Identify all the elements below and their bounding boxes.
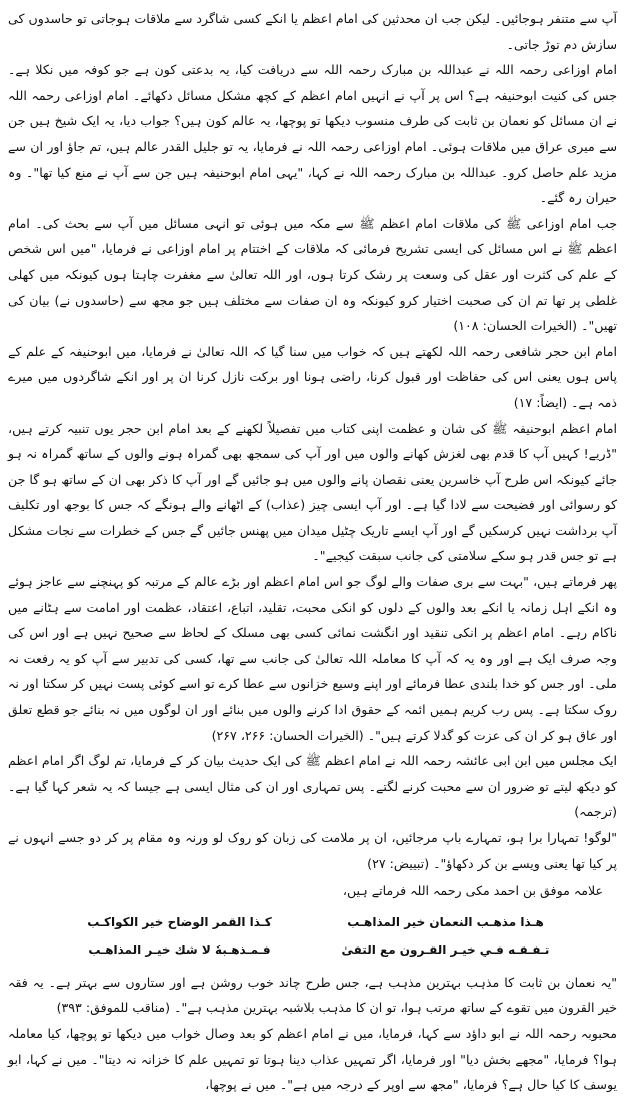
- paragraph-text: آپ سے متنفر ہوجائیں۔ لیکن جب ان محدثین کی امام اعظم یا انکے کسی شاگرد سے ملاقات ہوجاتی تو حاسدوں کی سازش دم توڑ جاتی۔: [8, 11, 617, 52]
- paragraph-text: "یہ نعمان بن ثابت کا مذہب بہترین مذہب ہے، جس طرح چاند خوب روشن ہے اور ستاروں سے بہتر ہے۔ یہ فقہ خیر القرون میں تقوے کے ساتھ مرتب ہوا، تو ان کا مذہب بلاشبہ بہترین مذہب ہے"۔: [8, 974, 617, 1016]
- closing-text: [8, 970, 617, 1098]
- poem-hemistich: فـمـذهـبهٗ لا شك خيـر المذاهـب: [88, 942, 271, 957]
- paragraph: [8, 211, 617, 339]
- paragraph-text: امام ابن حجر شافعی رحمہ اللہ لکھتے ہیں کہ خواب میں سنا گیا کہ اللہ تعالیٰ نے فرمایا، میں ابوحنیفہ کے علم کے پاس ہوں یعنی اس کی حفاظت اور قبول کرنا، راضی ہونا اور برکت نازل کرنا ان پر اور انکے شاگردوں میں میرے ذمہ ہے۔: [8, 343, 617, 410]
- poem-verse-1: [8, 908, 617, 936]
- paragraph-text: "لوگو! تمہارا برا ہو، تمہارے باپ مرجائیں، ان پر ملامت کی زبان کو روک لو ورنہ وہ مقام پر کر دو جسے انہوں نے پر کیا تھا یعنی ویسے بن کر دکھاؤ"۔: [8, 830, 617, 871]
- paragraph-text: پھر فرماتے ہیں، "بہت سے بری صفات والے لوگ جو اس امام اعظم اور بڑے عالم کے مرتبہ کو پہنچنے سے عاجز ہوئے وہ انکے اہل زمانہ یا انکے بعد والوں کے دلوں کو انکی محبت، تقلید، اتباع، اعتقاد، عظمت اور امامت سے ہٹانے میں ناکام رہے۔ امام اعظم پر انکی تنقید اور انگشت نمائی کسی بھی مسلک کے لحاظ سے صحیح نہیں ہے اور اس کی وجہ صرف ایک ہے اور وہ یہ کہ آپ کا معاملہ اللہ تعالیٰ کی جانب سے تھا، کسی کی تدبیر سے آپ کو یہ رفعت نہ ملی۔ اور جس کو خدا بلندی عطا فرمائے اور اپنے وسیع خزانوں سے عطا کرے تو اسے کوئی پست نہیں کر سکتا اور نہ روک سکتا ہے۔ پس رب کریم ہمیں ائمہ کے حقوق ادا کرنے والوں میں بنائے اور ان لوگوں میں نہ بنائے جو قطع تعلق اور عاق ہو کر ان کی عزت کو گدلا کرتے ہیں"۔: [8, 574, 617, 743]
- poem-verse-2: [8, 936, 617, 964]
- paragraph-text: جب امام اوزاعی ﷺ کی ملاقات امام اعظم ﷺ سے مکہ میں ہوئی تو انہی مسائل میں آپ سے بحث کی۔ امام اعظم ﷺ نے اس مسائل کی ایسی تشریح فرمائی کہ ملاقات کے اختتام پر امام اوزاعی نے فرمایا، "میں اس شخص کے علم کی کثرت اور عقل کی وسعت پر رشک کرتا ہوں، اور اللہ تعالیٰ سے مغفرت چاہتا ہوں کیونکہ میں کھلی غلطی پر تھا تم ان کی صحبت اختیار کرو کیونکہ وہ ان صفات سے مختلف ہیں جو مجھ سے (حاسدوں نے) بیان کی تھیں"۔: [8, 215, 617, 334]
- arabic-poem: [8, 908, 617, 964]
- paragraph-text: امام اوزاعی رحمہ اللہ نے عبداللہ بن مبارک رحمہ اللہ سے دریافت کیا، یہ بدعتی کون ہے جو کوفہ میں نکلا ہے۔ جس کی کنیت ابوحنیفہ ہے؟ اس پر آپ نے انہیں امام اعظم کے کچھ مشکل مسائل دکھائے۔ امام اوزاعی رحمہ اللہ نے ان مسائل کو نعمان بن ثابت کی طرف منسوب دیکھا تو پوچھا، یہ عالم کون ہیں؟ جواب دیا، یہ ایک شیخ ہیں جن سے میری عراق میں ملاقات ہوئی۔ امام اوزاعی رحمہ اللہ نے فرمایا، یہ تو جلیل القدر عالم ہیں، تم جاؤ اور ان سے مزید علم حاصل کرو۔ عبداللہ بن مبارک رحمہ اللہ نے کہا، "یہی امام ابوحنیفہ ہیں جن سے آپ نے منع کیا تھا"۔ وہ حیران رہ گئے۔: [8, 62, 617, 206]
- paragraph: [8, 748, 617, 825]
- poem-hemistich: كـذا القمر الوضاح خير الكواكـب: [87, 914, 272, 929]
- paragraph: [8, 825, 617, 876]
- body-text: [8, 6, 617, 876]
- paragraph: [8, 6, 617, 57]
- citation-reference: (ایضاً: ۱۷): [513, 394, 568, 410]
- paragraph-text: امام اعظم ابوحنیفہ ﷺ کی شان و عظمت اپنی کتاب میں تفصیلاً لکھنے کے بعد امام ابن حجر یوں تنبیہ کرتے ہیں، "ڈریے! کہیں آپ کا قدم بھی لغزش کھانے والوں میں اور آپ کی سمجھ بھی گمراہ ہونے والوں کے ساتھ گمراہ نہ ہو جائے کیونکہ اس طرح آپ خاسرین یعنی نقصان پانے والوں میں ہو جائیں گے اور آپ کا ذکر بھی ان کے ساتھ ہو گا جن کو رسوائی اور فضیحت سے لادا گیا ہے۔ اور آپ ایسی چیز (عذاب) کے اٹھانے والے ہونگے کہ جس کا بوجھ اور تکلیف آپ برداشت نہیں کرسکیں گے اور آپ ایسے تاریک چٹیل میدان میں پھنس جائیں گے جس کے خطرات سے نجات مشکل ہے تو جس قدر ہو سکے سلامتی کی جانب سبقت کیجیے"۔: [8, 420, 617, 564]
- citation-reference: (الخیرات الحسان: ۲۶۶، ۲۶۷): [211, 727, 364, 743]
- citation-reference: (ترجمہ): [574, 804, 617, 820]
- paragraph: [8, 569, 617, 748]
- paragraph-text: ایک مجلس میں ابن ابی عائشہ رحمہ اللہ نے امام اعظم ﷺ کی ایک حدیث بیان کر کے فرمایا، تم لوگ اگر امام اعظم کو دیکھ لیتے تو ضرور ان سے محبت کرنے لگتے۔ پس تمہاری اور ان کی مثال ایسی ہے جیسا کہ یہ شعر کہا گیا ہے۔: [8, 753, 617, 794]
- poem-hemistich: تـفـقـه فـي خيـر القـرون مع التقىٰ: [341, 942, 550, 957]
- paragraph-text: محبوبہ رحمہ اللہ نے ابو داؤد سے کہا، فرمایا، میں نے امام اعظم کو بعد وصال خواب میں دیکھا تو پوچھا، کیا معاملہ ہوا؟ فرمایا، "مجھے بخش دیا" اور فرمایا، اگر تمہیں عذاب دینا ہوتا تو تمہیں علم کا خزانہ نہ دیتا"۔ میں نے کہا، ابو یوسف کا کیا حال ہے؟ فرمایا، "مجھ سے اوپر کے درجہ میں ہے"۔ میں نے پوچھا،: [8, 1025, 617, 1093]
- paragraph: [8, 970, 617, 1021]
- citation-reference: (مناقب للموفق: ۳۹۳): [56, 1000, 171, 1016]
- poem-hemistich: هـذا مذهـب النعمان خير المذاهـب: [347, 914, 544, 929]
- citation-reference: (الخیرات الحسان: ۱۰۸): [453, 318, 578, 334]
- paragraph: [8, 1021, 617, 1098]
- citation-reference: (تبییض: ۲۷): [367, 855, 430, 871]
- paragraph: [8, 416, 617, 570]
- poem-intro: علامہ موفق بن احمد مکی رحمہ اللہ فرماتے ہیں،: [342, 883, 603, 899]
- paragraph: [8, 339, 617, 416]
- paragraph: [8, 57, 617, 211]
